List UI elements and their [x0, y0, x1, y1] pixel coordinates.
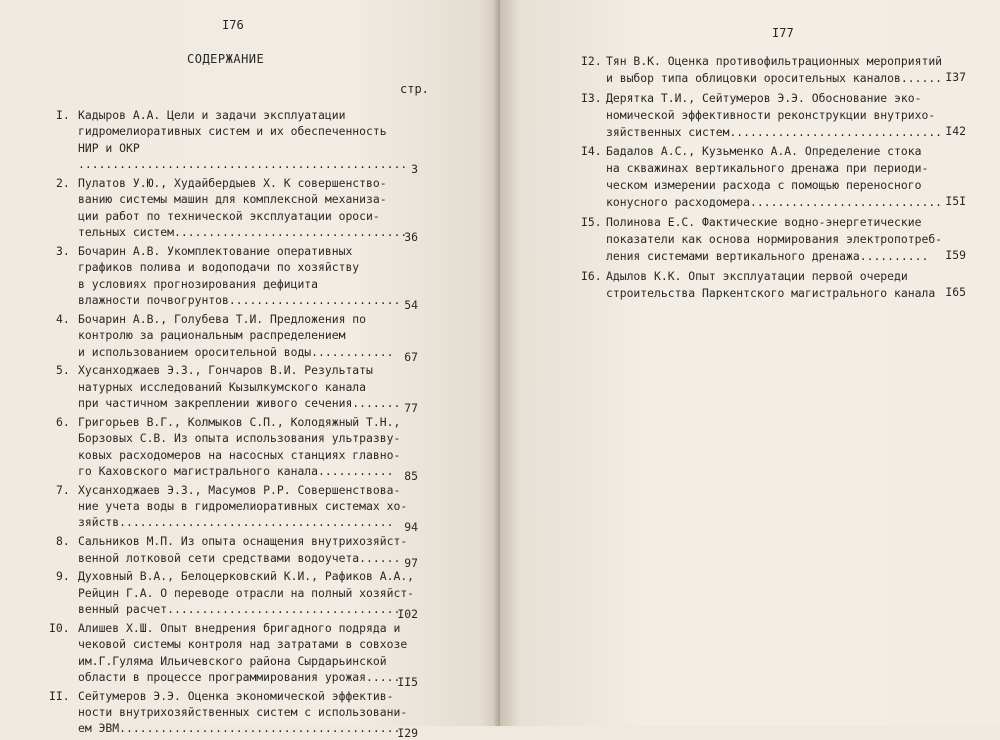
toc-entry-line: Духовный В.А., Белоцерковский К.И., Рафиков А.А., [78, 569, 415, 584]
toc-entry-line: области в процессе программирования урожая..... [78, 669, 401, 684]
toc-entry-number: 3. [56, 243, 70, 258]
toc-entry-line: ческом измерении расхода с помощью переносного [606, 178, 922, 193]
toc-entry-line: Сальников М.П. Из опыта оснащения внутрихозяйст- [78, 534, 408, 549]
toc-entry-line: им.Г.Гуляма Ильичевского района Сырдарьинской [78, 653, 387, 668]
toc-entry-line: строительства Паркентского магистрального канала [606, 285, 936, 300]
toc-entry-number: 5. [56, 363, 70, 378]
toc-entry-number: 8. [56, 534, 70, 549]
toc-entry-page: 77 [404, 401, 418, 415]
toc-entry-line: ковых расходомеров на насосных станциях главно- [78, 447, 401, 462]
toc-entry-line: Пулатов У.Ю., Худайбердыев Х. К совершенство- [78, 175, 387, 190]
toc-entry-number: I0. [49, 620, 70, 635]
toc-entry-line: Кадыров А.А. Цели и задачи эксплуатации [78, 108, 346, 122]
toc-entry-page: I5I [945, 194, 966, 209]
toc-entry-page: 54 [404, 298, 418, 312]
toc-entry-line: ности внутрихозяйственных систем с использовани- [78, 705, 408, 719]
toc-entry-number: I3. [581, 90, 602, 105]
right-page [500, 0, 1000, 726]
toc-entry-page: 36 [404, 230, 418, 245]
toc-entry-number: I4. [581, 144, 602, 159]
toc-entry-number: 2. [56, 175, 70, 190]
toc-entry-number: I5. [581, 215, 602, 230]
toc-entry-line: ем ЭВМ......................................... [78, 721, 401, 736]
toc-entry-page: 85 [404, 468, 418, 483]
toc-entry-line: венный расчет.................................. [78, 602, 401, 616]
toc-entry-page: II5 [397, 674, 418, 689]
toc-entry-line: Полинова Е.С. Фактические водно-энергетические [606, 215, 922, 230]
toc-entry-line: в условиях прогнозирования дефицита [78, 276, 319, 291]
toc-entry-line: при частичном закреплении живого сечения....... [78, 396, 401, 410]
toc-entry-page: I02 [397, 607, 418, 621]
toc-entry-line: го Каховского магистрального канала........... [78, 463, 394, 478]
toc-entry-line: Рейцин Г.А. О переводе отрасли на полный хозяйст- [78, 585, 415, 600]
toc-entry-line: Бадалов А.С., Кузьменко А.А. Определение стока [606, 144, 922, 159]
toc-entry-number: 9. [56, 569, 70, 584]
toc-entry-number: I6. [581, 268, 602, 283]
left-page-number: I76 [222, 18, 244, 32]
toc-entry-line: графиков полива и водоподачи по хозяйству [78, 260, 360, 275]
toc-entry-line: Хусанходжаев Э.З., Гончаров В.И. Результаты [78, 363, 373, 378]
toc-entry-line: Григорьев В.Г., Колмыков С.П., Колодяжный Т.Н., [78, 414, 401, 429]
toc-entry-line: влажности почвогрунтов......................... [78, 293, 401, 307]
toc-entry-page: 3 [411, 162, 418, 177]
toc-entry-line: и использованием оросительной воды............ [78, 344, 394, 359]
toc-entry-line: на скважинах вертикального дренажа при периоди- [606, 161, 929, 176]
toc-entry-number: 7. [56, 482, 70, 497]
toc-entry-line: ванию системы машин для комплексной механиза- [78, 192, 387, 207]
toc-entry-line: Хусанходжаев Э.З., Масумов Р.Р. Совершенствова- [78, 482, 401, 497]
toc-entry-line: ................................................ [78, 157, 408, 172]
toc-entry-page: I37 [945, 70, 966, 84]
toc-entry-line: ления системами вертикального дренажа.......... [606, 249, 929, 264]
toc-entry-number: I2. [581, 54, 602, 68]
pages-column-label: стр. [400, 82, 429, 96]
toc-entry-number: I. [56, 108, 70, 122]
toc-entry-line: чековой системы контроля над затратами в совхозе [78, 637, 408, 652]
right-page-number: I77 [772, 26, 794, 40]
toc-entry-line: натурных исследований Кызылкумского канала [78, 379, 367, 394]
toc-entry-line: конусного расходомера............................ [606, 195, 943, 210]
toc-entry-number: 4. [56, 311, 70, 326]
toc-entry-line: Бочарин А.В. Укомплектование оперативных [78, 243, 353, 258]
toc-entry-line: Адылов К.К. Опыт эксплуатации первой очереди [606, 268, 908, 283]
toc-entry-line: венной лотковой сети средствами водоучета...... [78, 550, 401, 565]
toc-entry-line: гидромелиоративных систем и их обеспеченность [78, 124, 387, 139]
toc-entry-line: НИР и ОКР [78, 140, 140, 155]
toc-entry-line: Бочарин А.В., Голубева Т.И. Предложения по [78, 311, 367, 326]
toc-entry-number: II. [49, 688, 70, 703]
toc-entry-line: Дерятка Т.И., Сейтумеров Э.Э. Обоснование эко- [606, 90, 922, 105]
toc-entry-page: 94 [404, 520, 418, 535]
toc-entry-line: показатели как основа нормирования электропотреб- [606, 232, 943, 247]
contents-heading: СОДЕРЖАНИЕ [187, 52, 265, 66]
toc-entry-page: 97 [404, 555, 418, 570]
toc-entry-page: I65 [945, 284, 966, 299]
toc-entry-line: Тян В.К. Оценка противофильтрационных мероприятий [606, 54, 943, 68]
toc-entry-page: I42 [945, 123, 966, 138]
toc-entry-line: контролю за рациональным распределением [78, 328, 346, 343]
toc-entry-line: Сейтумеров Э.Э. Оценка экономической эффектив- [78, 688, 394, 703]
toc-entry-line: и выбор типа облицовки оросительных каналов...... [606, 71, 943, 85]
toc-entry-page: I59 [945, 248, 966, 263]
toc-entry-line: тельных систем.................................. [78, 225, 408, 240]
toc-entry-line: Борзовых С.В. Из опыта использования ультразву- [78, 431, 401, 446]
toc-entry-line: зяйственных систем............................... [606, 124, 943, 139]
toc-entry-line: зяйств........................................ [78, 515, 394, 530]
toc-entry-page: I29 [397, 726, 418, 740]
toc-entry-line: номической эффективности реконструкции внутрихо- [606, 107, 936, 122]
toc-entry-number: 6. [56, 414, 70, 429]
toc-entry-line: ции работ по технической эксплуатации ороси- [78, 208, 380, 223]
toc-entry-page: 67 [404, 349, 418, 364]
toc-entry-line: ние учета воды в гидромелиоративных системах хо- [78, 499, 408, 513]
toc-entry-line: Алишев Х.Ш. Опыт внедрения бригадного подряда и [78, 620, 401, 635]
